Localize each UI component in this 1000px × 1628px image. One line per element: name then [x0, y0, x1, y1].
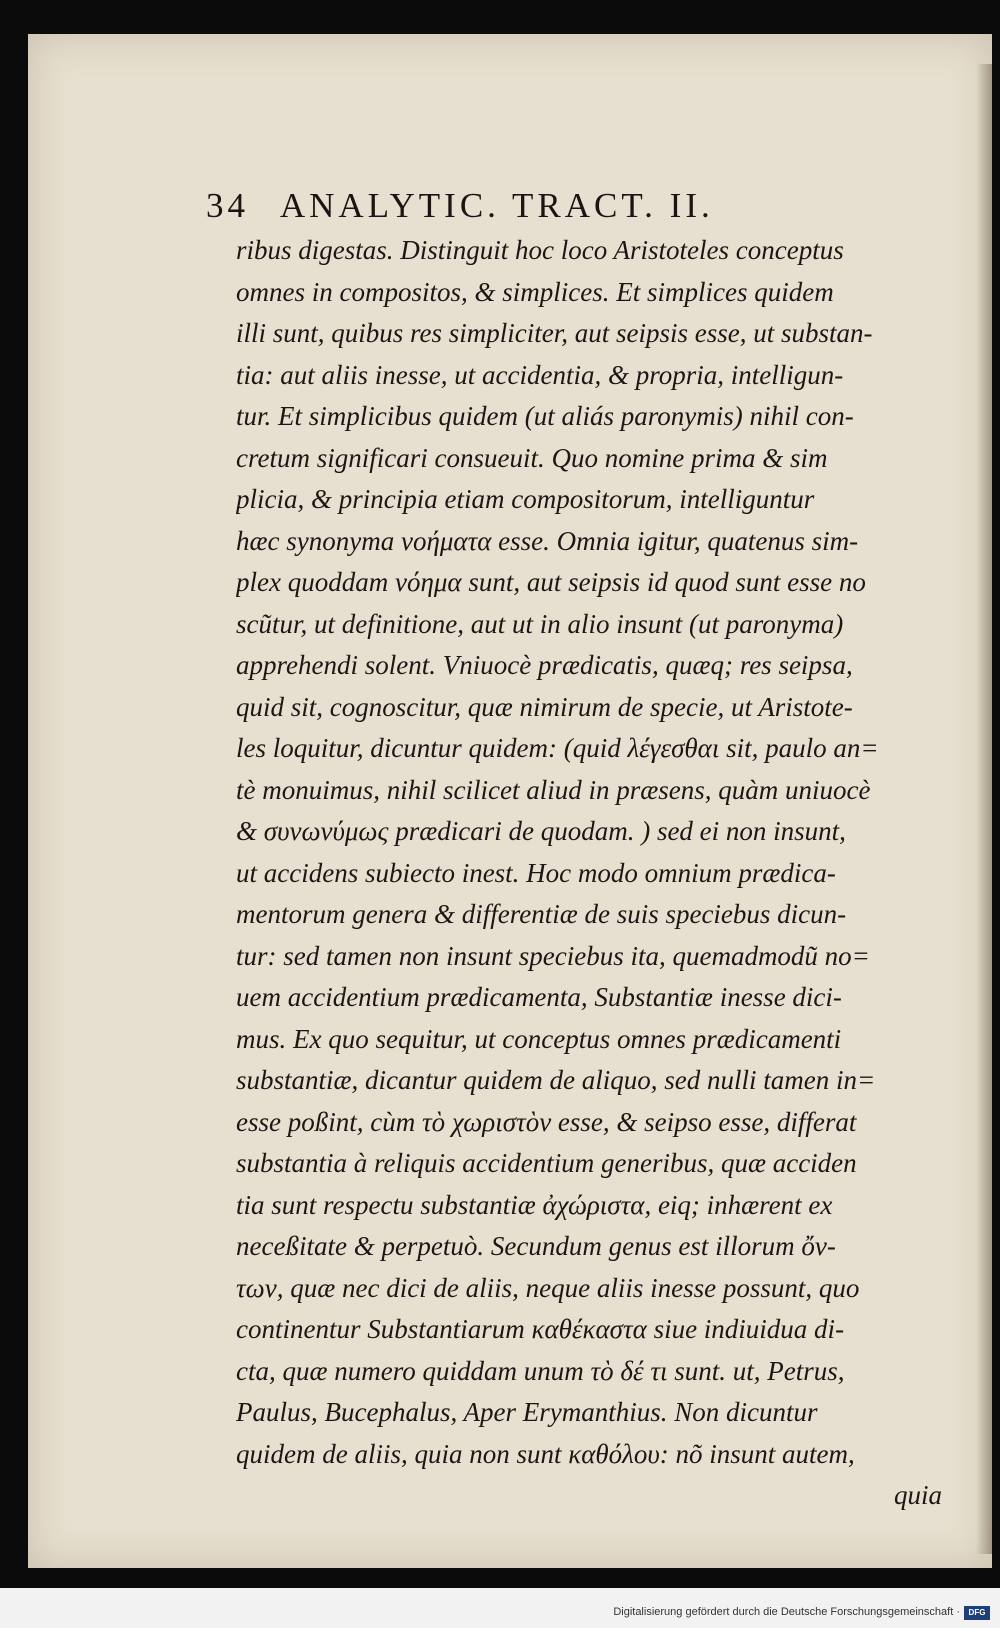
text-line: continentur Substantiarum καθέκαστα siue indiuidua di-: [236, 1314, 845, 1344]
text-line: των, quæ nec dici de aliis, neque aliis inesse possunt, quo: [236, 1272, 860, 1303]
text-line: & συνωνύμως prædicari de quodam. ) sed ei non insunt,: [236, 816, 846, 846]
text-line: substantiæ, dicantur quidem de aliquo, sed nulli tamen in=: [236, 1065, 876, 1095]
text-line: scũtur, ut definitione, aut ut in alio insunt (ut paronyma): [236, 608, 844, 639]
text-line: Paulus, Bucephalus, Aper Erymanthius. Non dicuntur: [236, 1397, 818, 1427]
digitization-footer: [0, 1588, 1000, 1628]
book-page: [28, 34, 992, 1568]
text-line: tia sunt respectu substantiæ ἀχώριστα, eiq; inhærent ex: [236, 1189, 833, 1220]
dfg-logo: DFG: [964, 1606, 990, 1620]
text-line: uem accidentium prædicamenta, Substantiæ inesse dici-: [236, 982, 842, 1012]
text-line: apprehendi solent. Vniuocè prædicatis, quæq; res seipsa,: [236, 650, 853, 680]
text-line: esse poßint, cùm τὸ χωριστὸν esse, & seipso esse, differat: [236, 1106, 857, 1137]
text-line: tur. Et simplicibus quidem (ut aliás paronymis) nihil con-: [236, 401, 854, 431]
text-line: cta, quæ numero quiddam unum τὸ δέ τι sunt. ut, Petrus,: [236, 1355, 845, 1386]
text-line: tur: sed tamen non insunt speciebus ita, quemadmodũ no=: [236, 940, 870, 971]
text-line: ut accidens subiecto inest. Hoc modo omnium prædica-: [236, 857, 836, 888]
text-line: tia: aut aliis inesse, ut accidentia, & propria, intelligun-: [236, 359, 844, 390]
text-line: omnes in compositos, & simplices. Et simplices quidem: [236, 276, 834, 307]
text-line: quid sit, cognoscitur, quæ nimirum de specie, ut Aristote-: [236, 691, 853, 722]
text-line: neceßitate & perpetuò. Secundum genus est illorum ὄν-: [236, 1231, 836, 1261]
text-line: illi sunt, quibus res simpliciter, aut seipsis esse, ut substan-: [236, 318, 873, 348]
body-text: [236, 230, 942, 1517]
running-title: ANALYTIC. TRACT. II.: [279, 186, 714, 225]
text-line: plicia, & principia etiam compositorum, intelliguntur: [236, 484, 815, 514]
text-line: les loquitur, dicuntur quidem: (quid λέγεσθαι sit, paulo an=: [236, 733, 879, 763]
text-line: mentorum genera & differentiæ de suis speciebus dicun-: [236, 899, 847, 929]
text-line: hæc synonyma νοήματα esse. Omnia igitur, quatenus sim-: [236, 525, 859, 556]
page-gutter-shadow: [976, 64, 992, 1554]
text-line: plex quoddam νόημα sunt, aut seipsis id quod sunt esse no: [236, 567, 866, 597]
text-line: mus. Ex quo sequitur, ut conceptus omnes prædicamenti: [236, 1023, 842, 1054]
text-line: substantia à reliquis accidentium generibus, quæ acciden: [236, 1148, 857, 1178]
running-head: [206, 186, 714, 226]
page-number: 34: [206, 186, 249, 225]
catchword: quia: [893, 1480, 942, 1510]
funding-notice: Digitalisierung gefördert durch die Deutsche Forschungsgemeinschaft ·: [613, 1606, 960, 1618]
text-line: tè monuimus, nihil scilicet aliud in præsens, quàm uniuocè: [236, 774, 871, 805]
text-line: cretum significari consueuit. Quo nomine prima & sim: [236, 442, 828, 473]
text-line: ribus digestas. Distinguit hoc loco Aristoteles conceptus: [236, 235, 844, 265]
text-line: quidem de aliis, quia non sunt καθόλου: nõ insunt autem,: [236, 1438, 855, 1469]
